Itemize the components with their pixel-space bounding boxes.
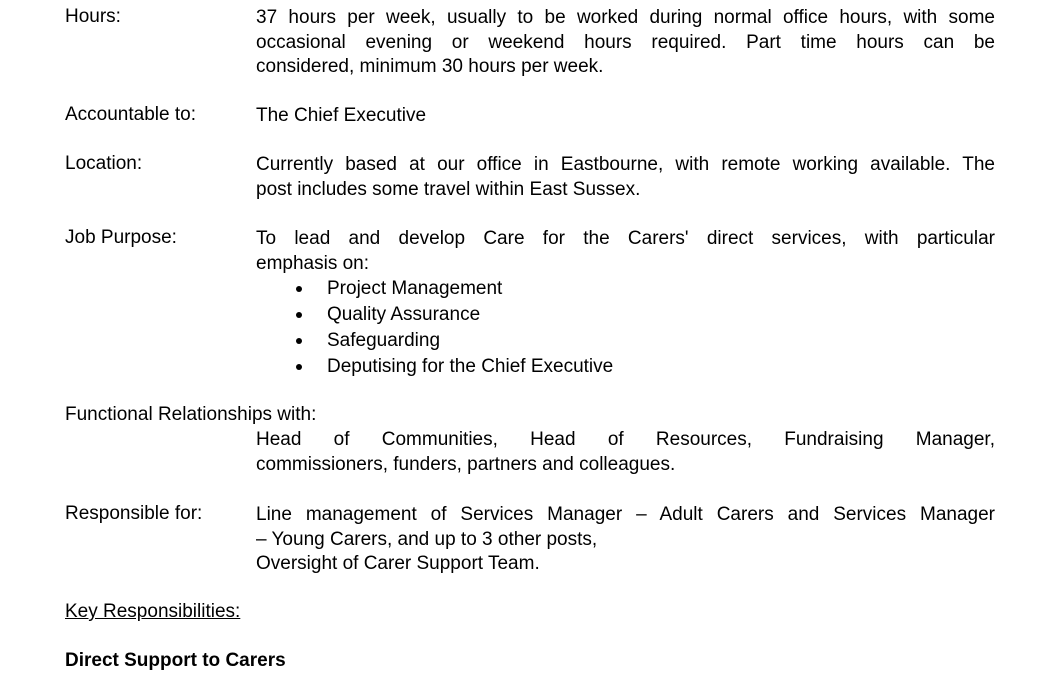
responsible-value [256,503,995,577]
functional-line-1: Head of Communities, Head of Resources, Fundraising Manager, [256,429,995,450]
hours-line-2: occasional evening or weekend hours required. Part time hours can be [256,31,995,53]
hours-line-1: 37 hours per week, usually to be worked during normal office hours, with some [256,7,995,28]
location-label: Location: [65,153,143,174]
bullet-icon [296,338,302,344]
responsible-line-1: Line management of Services Manager – Adult Carers and Services Manager [256,504,995,525]
list-item [256,276,995,302]
job-purpose-label: Job Purpose: [65,227,177,248]
list-item [256,302,995,328]
bullet-text: Quality Assurance [327,304,481,325]
responsible-line-2: – Young Carers, and up to 3 other posts, [256,528,598,550]
accountable-value-wrap [256,104,995,129]
hours-value [256,6,995,80]
job-purpose-line-2: emphasis on: [256,252,370,274]
hours-label: Hours: [65,6,121,27]
functional-line-2: commissioners, funders, partners and colleagues. [256,453,676,475]
accountable-label: Accountable to: [65,104,196,125]
functional-label: Functional Relationships with: [65,404,317,425]
location-line-2: post includes some travel within East Sussex. [256,178,641,200]
job-purpose-bullet-list [256,276,995,380]
accountable-value: The Chief Executive [256,105,427,126]
job-purpose-line-1: To lead and develop Care for the Carers' direct services, with particular [256,228,995,249]
responsible-line-3: Oversight of Carer Support Team. [256,553,540,574]
hours-line-3: considered, minimum 30 hours per week. [256,56,604,77]
key-responsibilities-heading: Key Responsibilities: [65,601,241,622]
responsible-label: Responsible for: [65,503,203,524]
bullet-icon [296,364,302,370]
bullet-icon [296,286,302,292]
list-item [256,354,995,380]
bullet-text: Safeguarding [327,330,441,351]
location-line-1: Currently based at our office in Eastbourne, with remote working available. The [256,154,995,175]
direct-support-heading: Direct Support to Carers [65,650,286,671]
bullet-text: Project Management [327,278,503,299]
bullet-icon [296,312,302,318]
bullet-text: Deputising for the Chief Executive [327,356,614,377]
location-value [256,153,995,202]
functional-value [256,428,995,477]
job-purpose-value [256,227,995,380]
list-item [256,328,995,354]
